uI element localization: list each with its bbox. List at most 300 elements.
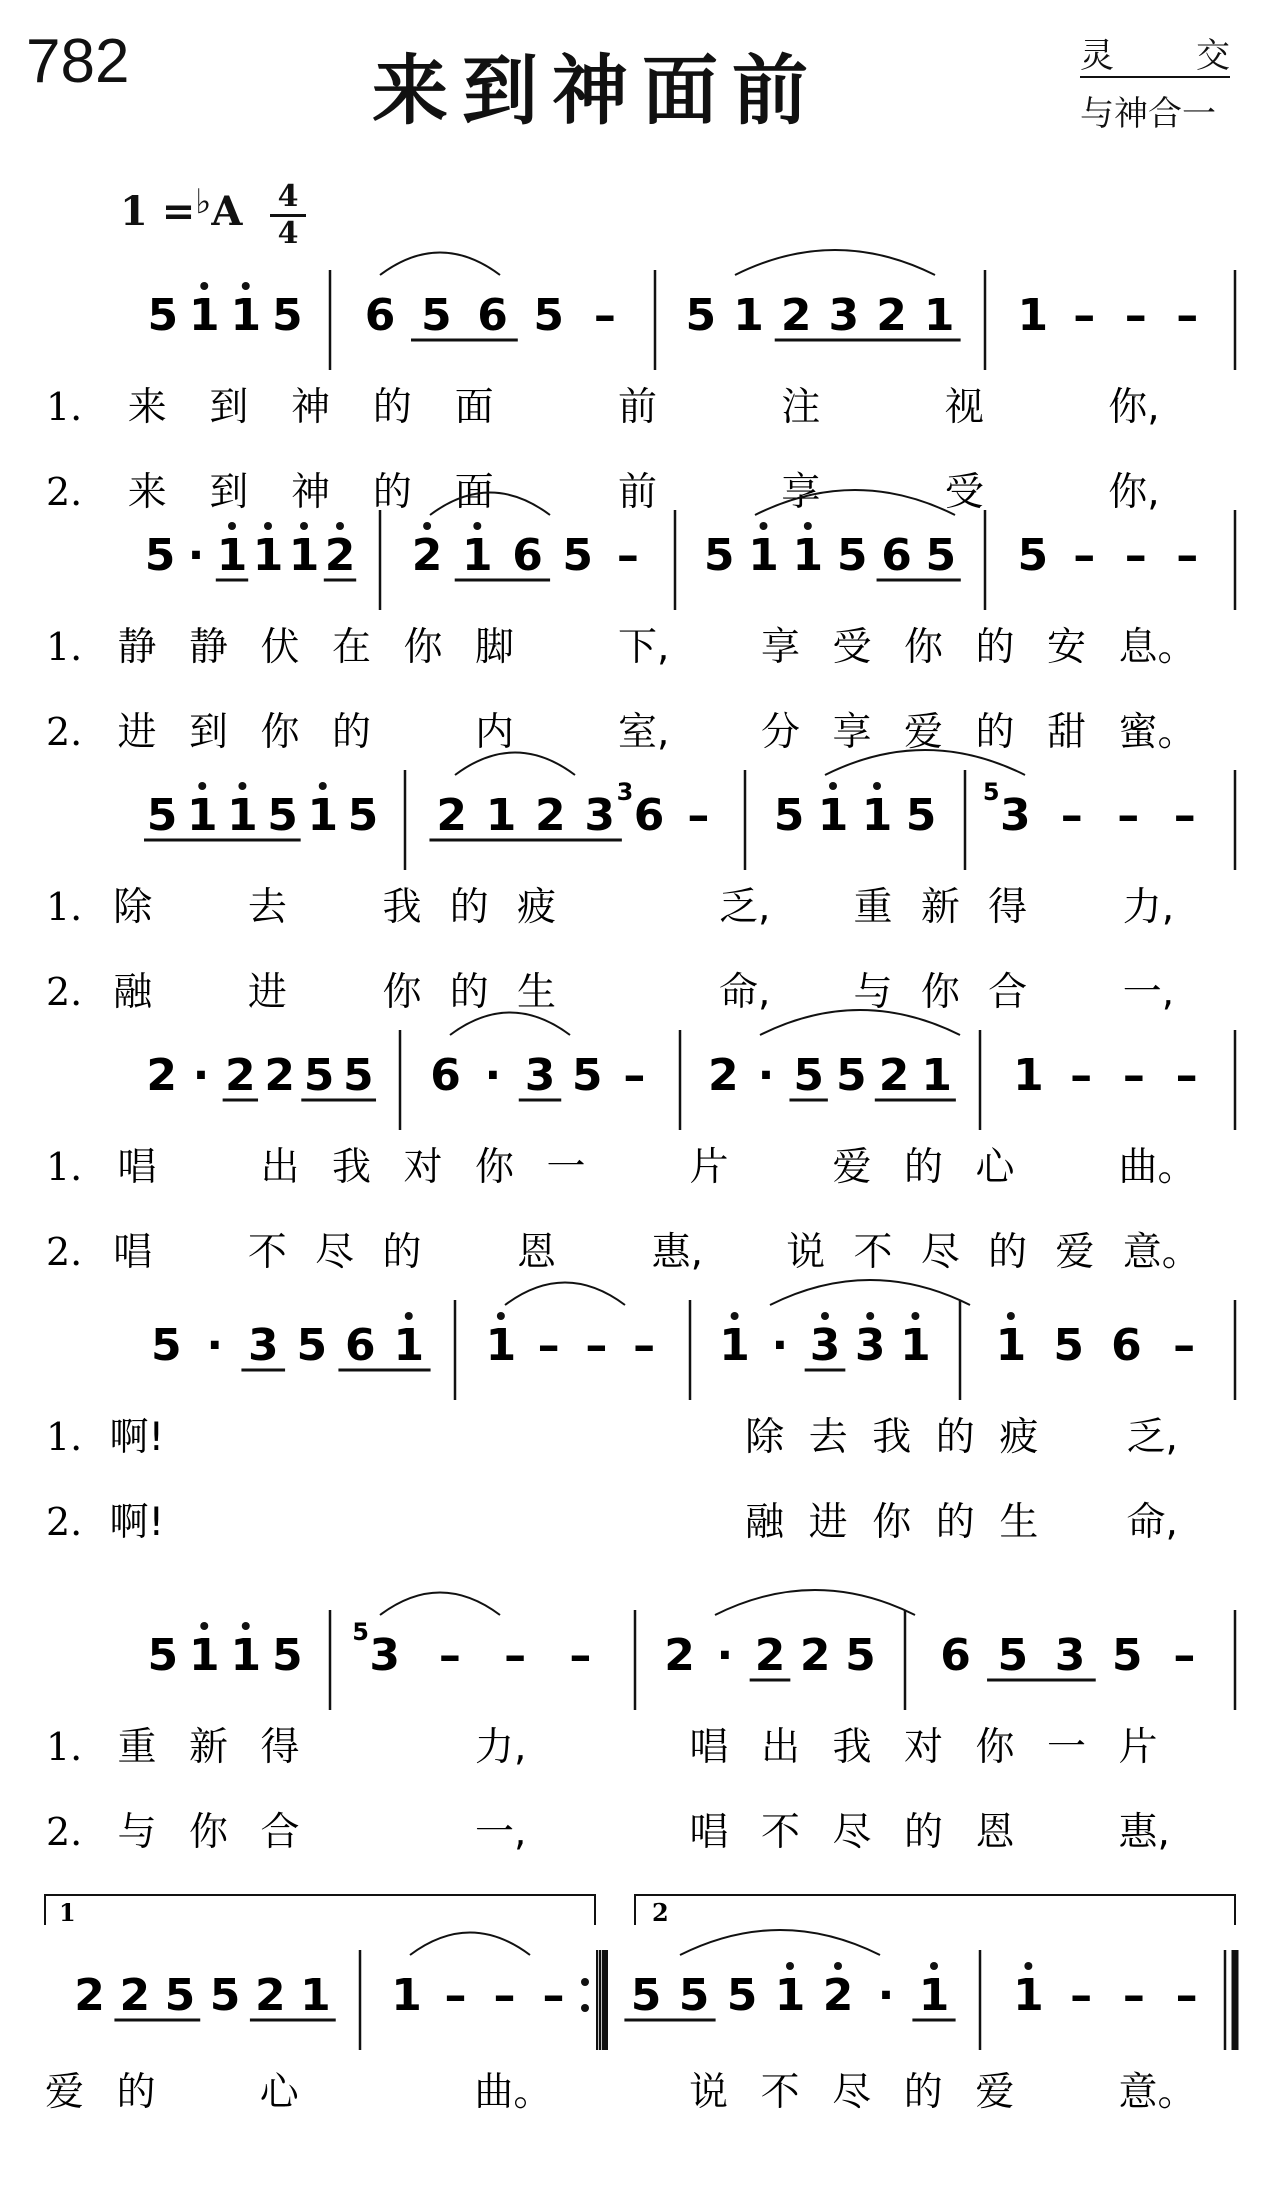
lyric-syllable: 享 <box>781 470 821 515</box>
lyric-syllable: 合 <box>260 1810 300 1855</box>
lyric-syllable: 前 <box>618 385 658 430</box>
note-3: 3 <box>524 1050 556 1101</box>
octave-dot <box>1024 1962 1032 1970</box>
volta-label-2: 2 <box>652 1898 669 1927</box>
lyric-syllable: 受 <box>944 470 984 515</box>
grace-note: 5 <box>352 1618 369 1646</box>
octave-dot <box>821 1312 829 1320</box>
note-6: 6 <box>477 290 508 341</box>
note-5: 5 <box>678 1970 710 2021</box>
song-title: 来到神面前 <box>372 46 822 135</box>
lyric-syllable: 乏, <box>1126 1415 1178 1460</box>
slur-arc <box>505 1283 625 1306</box>
note-2: 2 <box>878 1050 910 1101</box>
lyric-syllable: 的 <box>935 1500 975 1545</box>
lyric-syllable: 除 <box>113 885 153 930</box>
lyric-syllable: 我 <box>872 1415 912 1460</box>
lyric-syllable: 甜 <box>1047 710 1087 755</box>
note-5: 5 <box>1053 1320 1084 1371</box>
lyric-syllable: 你 <box>975 1725 1015 1770</box>
note-dash: – <box>623 1050 646 1101</box>
lyric-syllable: 我 <box>832 1725 872 1770</box>
slur-arc <box>770 1280 970 1305</box>
octave-dot <box>473 522 481 530</box>
repeat-dot <box>581 2004 589 2012</box>
octave-dot <box>760 522 768 530</box>
lyric-syllable: 你 <box>475 1145 515 1190</box>
verse-number: 2. <box>46 1810 83 1854</box>
author-credit: 灵交 <box>1080 36 1230 76</box>
octave-dot <box>834 1962 842 1970</box>
octave-dot <box>804 522 812 530</box>
octave-dot <box>228 522 236 530</box>
note-5: 5 <box>267 790 298 841</box>
lyric-syllable: 一 <box>1047 1725 1087 1770</box>
lyric-syllable: 合 <box>988 970 1028 1015</box>
repeat-dot <box>581 1978 589 1986</box>
lyric-syllable: 蜜。 <box>1118 710 1197 755</box>
lyric-syllable: 的 <box>904 1145 944 1190</box>
octave-dot <box>198 782 206 790</box>
lyric-syllable: 说 <box>786 1230 826 1275</box>
lyric-syllable: 命, <box>718 970 771 1015</box>
note-dash: – <box>593 290 616 341</box>
lyric-syllable: 来 <box>127 385 167 430</box>
note-1: 1 <box>186 790 218 841</box>
verse-number: 1. <box>46 385 83 429</box>
lyric-syllable: 重 <box>853 885 893 930</box>
note-2: 2 <box>146 1050 177 1101</box>
verse-number: 1. <box>46 1415 83 1459</box>
slur-arc <box>735 250 935 275</box>
grace-note: 3 <box>616 778 634 806</box>
collection-name: 与神合一 <box>1080 94 1216 134</box>
lyric-syllable: 的 <box>116 2070 156 2115</box>
note-dash: – <box>687 790 710 841</box>
note-dash: – <box>1175 1050 1198 1101</box>
lyric-syllable: 你 <box>920 970 960 1015</box>
note-dot: · <box>484 1050 502 1101</box>
lyric-syllable: 疲 <box>999 1415 1039 1460</box>
note-2: 2 <box>436 790 467 841</box>
note-1: 1 <box>918 1970 950 2021</box>
lyric-syllable: 融 <box>745 1500 785 1545</box>
note-5: 5 <box>147 1630 179 1681</box>
lyric-syllable: 室, <box>618 710 670 755</box>
note-dash: – <box>1176 530 1199 581</box>
note-5: 5 <box>925 530 957 581</box>
lyric-syllable: 到 <box>189 710 229 755</box>
slur-arc <box>715 1590 915 1615</box>
note-dot: · <box>771 1320 789 1371</box>
lyric-syllable: 意。 <box>1118 2070 1197 2115</box>
slur-arc <box>380 1593 500 1616</box>
lyric-syllable: 你, <box>1108 385 1160 430</box>
note-5: 5 <box>571 1050 603 1101</box>
octave-dot <box>319 782 327 790</box>
lyric-syllable: 爱 <box>1055 1230 1095 1275</box>
note-1: 1 <box>188 290 220 341</box>
note-2: 2 <box>119 1970 151 2021</box>
lyric-syllable: 的 <box>904 1810 944 1855</box>
note-dash: – <box>542 1970 565 2021</box>
note-1: 1 <box>1017 290 1049 341</box>
volta-bracket-1 <box>45 1895 595 1925</box>
octave-dot <box>866 1312 874 1320</box>
lyric-syllable: 片 <box>689 1145 729 1190</box>
lyric-syllable: 啊! <box>109 1500 165 1545</box>
verse-number: 1. <box>46 1725 83 1769</box>
lyric-syllable: 唱 <box>689 1725 729 1770</box>
lyric-syllable: 曲。 <box>1118 1145 1197 1190</box>
lyric-syllable: 的 <box>975 625 1015 670</box>
lyric-syllable: 你 <box>189 1810 229 1855</box>
lyric-syllable: 前 <box>618 470 658 515</box>
lyric-syllable: 惠, <box>1118 1810 1170 1855</box>
note-5: 5 <box>685 290 717 341</box>
lyric-syllable: 你 <box>260 710 300 755</box>
note-1: 1 <box>216 530 248 581</box>
grace-note: 5 <box>982 778 1000 806</box>
verse-number: 2. <box>46 710 83 754</box>
note-dash: – <box>1070 1050 1093 1101</box>
lyric-syllable: 力, <box>1122 885 1175 930</box>
lyric-syllable: 新 <box>920 885 960 930</box>
lyric-syllable: 不 <box>760 2070 800 2115</box>
lyric-syllable: 唱 <box>689 1810 729 1855</box>
note-dash: – <box>1124 530 1147 581</box>
lyric-syllable: 惠, <box>651 1230 704 1275</box>
lyric-syllable: 不 <box>247 1230 287 1275</box>
note-dash: – <box>616 530 639 581</box>
lyric-syllable: 力, <box>475 1725 527 1770</box>
note-dash: – <box>1173 1630 1196 1681</box>
note-dash: – <box>1173 790 1196 841</box>
note-1: 1 <box>733 290 764 341</box>
octave-dot <box>405 1312 413 1320</box>
lyric-syllable: 的 <box>988 1230 1028 1275</box>
lyric-syllable: 视 <box>944 385 984 430</box>
note-dot: · <box>877 1970 895 2021</box>
note-3: 3 <box>247 1320 279 1371</box>
note-2: 2 <box>324 530 356 581</box>
octave-dot <box>930 1962 938 1970</box>
note-6: 6 <box>512 530 543 581</box>
note-dash: – <box>1060 790 1083 841</box>
lyric-syllable: 出 <box>761 1725 801 1770</box>
verse-number: 1. <box>46 1145 83 1189</box>
slur-arc <box>455 753 575 776</box>
lyric-syllable: 进 <box>117 710 157 755</box>
note-5: 5 <box>146 790 178 841</box>
lyric-syllable: 注 <box>781 385 821 430</box>
note-1: 1 <box>719 1320 750 1371</box>
note-2: 2 <box>254 1970 286 2021</box>
lyric-syllable: 的 <box>903 2070 943 2115</box>
lyric-syllable: 的 <box>975 710 1015 755</box>
note-2: 2 <box>799 1630 831 1681</box>
lyric-syllable: 得 <box>260 1725 300 1770</box>
note-2: 2 <box>754 1630 786 1681</box>
note-5: 5 <box>1017 530 1049 581</box>
note-5: 5 <box>836 1050 867 1101</box>
lyric-syllable: 曲。 <box>474 2070 553 2115</box>
note-6: 6 <box>940 1630 971 1681</box>
note-3: 3 <box>369 1630 400 1681</box>
note-5: 5 <box>630 1970 662 2021</box>
note-dash: – <box>1122 1970 1145 2021</box>
note-dot: · <box>206 1320 224 1371</box>
note-5: 5 <box>150 1320 182 1371</box>
volta-bracket-2 <box>635 1895 1235 1925</box>
note-5: 5 <box>164 1970 196 2021</box>
octave-dot <box>786 1962 794 1970</box>
octave-dot <box>300 522 308 530</box>
note-6: 6 <box>633 790 665 841</box>
note-dash: – <box>633 1320 656 1371</box>
lyric-syllable: 一 <box>546 1145 586 1190</box>
note-5: 5 <box>997 1630 1029 1681</box>
lyric-syllable: 不 <box>761 1810 801 1855</box>
note-dash: – <box>504 1630 527 1681</box>
lyric-syllable: 出 <box>260 1145 300 1190</box>
octave-dot <box>829 782 837 790</box>
lyric-syllable: 爱 <box>904 710 944 755</box>
note-6: 6 <box>430 1050 461 1101</box>
lyric-syllable: 你, <box>1108 470 1160 515</box>
lyric-syllable: 心 <box>975 1145 1015 1190</box>
note-6: 6 <box>344 1320 376 1371</box>
note-1: 1 <box>485 1320 517 1371</box>
note-dash: – <box>1117 790 1140 841</box>
note-6: 6 <box>364 290 396 341</box>
octave-dot <box>336 522 344 530</box>
note-dash: – <box>585 1320 608 1371</box>
note-3: 3 <box>828 290 860 341</box>
note-1: 1 <box>748 530 779 581</box>
lyric-syllable: 我 <box>382 885 422 930</box>
lyric-syllable: 啊! <box>109 1415 165 1460</box>
lyric-syllable: 得 <box>988 885 1028 930</box>
lyric-syllable: 安 <box>1047 625 1087 670</box>
note-5: 5 <box>343 1050 374 1101</box>
slur-arc <box>410 1933 530 1956</box>
lyric-syllable: 唱 <box>113 1230 153 1275</box>
note-6: 6 <box>1111 1320 1142 1371</box>
note-1: 1 <box>861 790 893 841</box>
note-5: 5 <box>533 290 565 341</box>
note-5: 5 <box>347 790 379 841</box>
lyric-syllable: 享 <box>761 625 801 670</box>
lyric-syllable: 进 <box>247 970 287 1015</box>
octave-dot <box>873 782 881 790</box>
key-letter: A <box>211 188 243 235</box>
note-5: 5 <box>420 290 452 341</box>
volta-label-1: 1 <box>59 1898 76 1927</box>
lyric-syllable: 心 <box>259 2070 299 2115</box>
note-1: 1 <box>774 1970 806 2021</box>
lyric-syllable: 的 <box>449 885 489 930</box>
lyric-syllable: 命, <box>1126 1500 1178 1545</box>
octave-dot <box>242 282 250 290</box>
note-5: 5 <box>271 1630 303 1681</box>
lyric-syllable: 享 <box>832 710 872 755</box>
verse-number: 2. <box>46 970 83 1014</box>
lyric-syllable: 新 <box>189 1725 229 1770</box>
lyric-syllable: 生 <box>517 970 557 1015</box>
lyric-syllable: 面 <box>454 470 494 515</box>
note-5: 5 <box>793 1050 824 1101</box>
lyric-syllable: 一, <box>1122 970 1175 1015</box>
lyric-syllable: 进 <box>808 1500 848 1545</box>
time-bottom: 4 <box>270 214 306 251</box>
lyric-syllable: 疲 <box>517 885 557 930</box>
lyric-syllable: 对 <box>403 1145 443 1190</box>
lyric-syllable: 爱 <box>45 2070 85 2115</box>
lyric-syllable: 的 <box>332 710 372 755</box>
note-2: 2 <box>708 1050 739 1101</box>
lyric-syllable: 乏, <box>718 885 771 930</box>
hymn-number: 782 <box>26 27 130 96</box>
note-3: 3 <box>584 790 615 841</box>
note-5: 5 <box>209 1970 241 2021</box>
note-5: 5 <box>144 530 176 581</box>
lyric-syllable: 静 <box>189 625 229 670</box>
note-2: 2 <box>535 790 566 841</box>
lyric-syllable: 来 <box>127 470 167 515</box>
lyric-syllable: 除 <box>745 1415 785 1460</box>
verse-number: 2. <box>46 470 83 514</box>
lyric-syllable: 对 <box>904 1725 944 1770</box>
note-dash: – <box>1173 1320 1196 1371</box>
note-2: 2 <box>876 290 907 341</box>
note-dash: – <box>1175 1970 1198 2021</box>
note-dash: – <box>1073 530 1096 581</box>
lyric-syllable: 内 <box>475 710 515 755</box>
note-1: 1 <box>188 1630 220 1681</box>
lyric-syllable: 下, <box>618 625 670 670</box>
note-6: 6 <box>881 530 912 581</box>
lyric-syllable: 去 <box>808 1415 848 1460</box>
note-5: 5 <box>562 530 594 581</box>
note-dot: · <box>192 1050 210 1101</box>
note-1: 1 <box>1013 1970 1044 2021</box>
note-1: 1 <box>300 1970 331 2021</box>
note-5: 5 <box>703 530 735 581</box>
lyric-syllable: 爱 <box>832 1145 872 1190</box>
octave-dot <box>200 1622 208 1630</box>
octave-dot <box>731 1312 739 1320</box>
octave-dot <box>1007 1312 1015 1320</box>
lyric-syllable: 说 <box>689 2070 729 2115</box>
note-dash: – <box>1070 1970 1093 2021</box>
note-dot: · <box>187 530 205 581</box>
verse-number: 1. <box>46 625 83 669</box>
note-dot: · <box>716 1630 734 1681</box>
note-3: 3 <box>809 1320 841 1371</box>
lyric-syllable: 与 <box>853 970 893 1015</box>
note-2: 2 <box>264 1050 295 1101</box>
note-1: 1 <box>288 530 320 581</box>
verse-number: 1. <box>46 885 83 929</box>
note-3: 3 <box>999 790 1031 841</box>
note-dash: – <box>444 1970 467 2021</box>
lyric-syllable: 你 <box>872 1500 912 1545</box>
octave-dot <box>200 282 208 290</box>
lyric-syllable: 的 <box>935 1415 975 1460</box>
octave-dot <box>423 522 431 530</box>
lyric-syllable: 意。 <box>1122 1230 1201 1275</box>
note-3: 3 <box>1054 1630 1086 1681</box>
lyric-syllable: 息。 <box>1118 625 1197 670</box>
note-1: 1 <box>1013 1050 1044 1101</box>
note-3: 3 <box>854 1320 886 1371</box>
note-2: 2 <box>411 530 443 581</box>
verse-number: 2. <box>46 1500 83 1544</box>
note-dash: – <box>493 1970 516 2021</box>
lyric-syllable: 恩 <box>517 1230 557 1275</box>
lyric-syllable: 在 <box>332 625 372 670</box>
note-1: 1 <box>393 1320 425 1371</box>
note-1: 1 <box>230 1630 262 1681</box>
lyric-syllable: 到 <box>209 470 249 515</box>
note-dash: – <box>569 1630 592 1681</box>
lyric-syllable: 尽 <box>920 1230 960 1275</box>
time-top: 4 <box>277 179 299 214</box>
lyric-syllable: 重 <box>117 1725 157 1770</box>
note-5: 5 <box>726 1970 758 2021</box>
slur-arc <box>450 1013 570 1036</box>
lyric-syllable: 脚 <box>475 625 515 670</box>
lyric-syllable: 生 <box>999 1500 1039 1545</box>
lyric-syllable: 我 <box>332 1145 372 1190</box>
note-2: 2 <box>780 290 812 341</box>
lyric-syllable: 的 <box>372 385 412 430</box>
note-dash: – <box>1176 290 1199 341</box>
lyric-syllable: 的 <box>382 1230 422 1275</box>
note-5: 5 <box>147 290 179 341</box>
note-5: 5 <box>303 1050 335 1101</box>
lyric-syllable: 你 <box>403 625 443 670</box>
lyric-syllable: 你 <box>904 625 944 670</box>
note-5: 5 <box>296 1320 328 1371</box>
lyric-syllable: 神 <box>291 470 331 515</box>
lyric-syllable: 你 <box>382 970 422 1015</box>
note-1: 1 <box>227 790 258 841</box>
lyric-syllable: 一, <box>475 1810 527 1855</box>
lyric-syllable: 尽 <box>832 2070 872 2115</box>
note-2: 2 <box>74 1970 105 2021</box>
lyric-syllable: 爱 <box>975 2070 1015 2115</box>
lyric-syllable: 的 <box>372 470 412 515</box>
octave-dot <box>911 1312 919 1320</box>
note-2: 2 <box>822 1970 854 2021</box>
note-dash: – <box>1122 1050 1145 1101</box>
slur-arc <box>380 253 500 276</box>
note-1: 1 <box>230 290 262 341</box>
note-1: 1 <box>252 530 284 581</box>
lyric-syllable: 神 <box>291 385 331 430</box>
lyric-syllable: 静 <box>117 625 157 670</box>
lyric-syllable: 融 <box>113 970 153 1015</box>
note-1: 1 <box>923 290 955 341</box>
lyric-syllable: 去 <box>247 885 287 930</box>
note-5: 5 <box>1111 1630 1143 1681</box>
note-dash: – <box>537 1320 560 1371</box>
slur-arc <box>680 1930 880 1955</box>
note-1: 1 <box>921 1050 952 1101</box>
note-1: 1 <box>391 1970 422 2021</box>
